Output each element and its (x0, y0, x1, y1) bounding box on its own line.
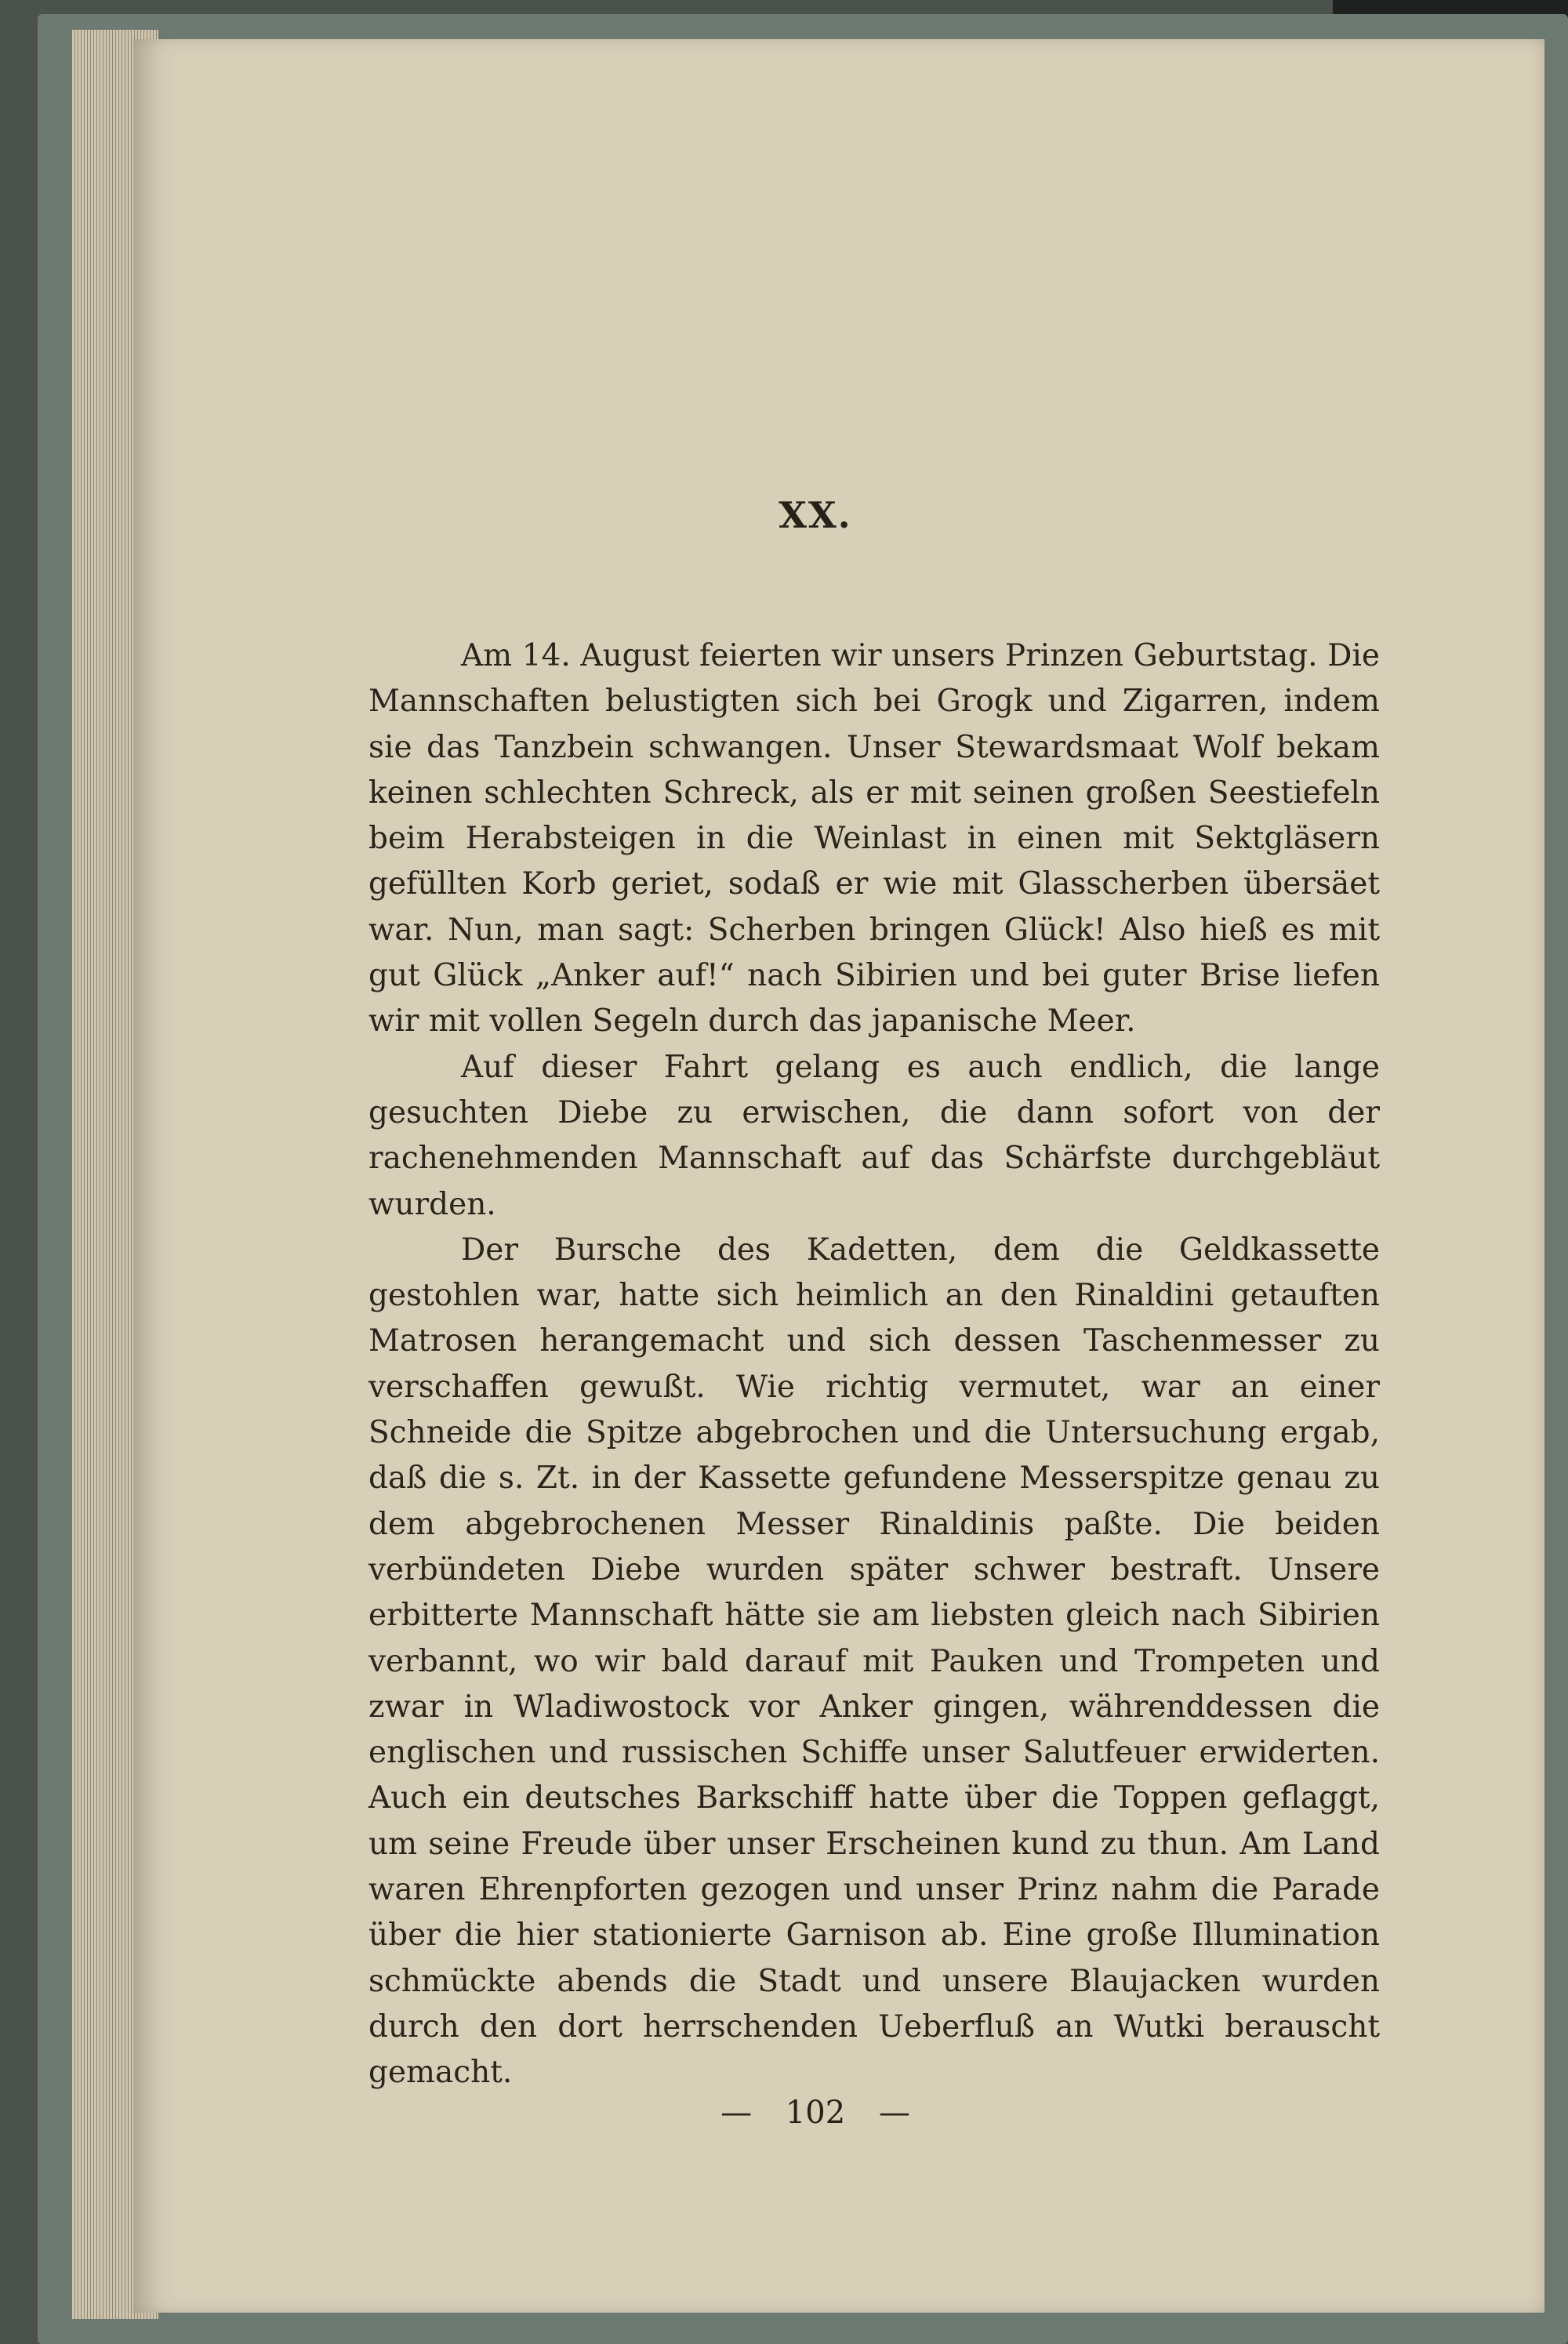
page-number: 102 (785, 2095, 846, 2131)
page-footer (133, 2095, 1497, 2131)
paragraph-2: Auf dieser Fahrt gelang es auch endlich, die lange gesuchten Diebe zu erwischen, die dann sofort von der rachenehmenden Mannschaft auf das Schärfste durchgebläut wurden. (368, 1049, 1380, 1222)
body-text (368, 633, 1380, 2096)
paragraph-3: Der Bursche des Kadetten, dem die Geldkassette gestohlen war, hatte sich heimlich an den Rinaldini getauften Matrosen herangemacht und sich dessen Taschenmesser zu verschaffen gewußt. Wie richtig vermutet, war an einer Schneide die Spitze abgebrochen und die Untersuchung ergab, daß die s. Zt. in der Kassette gefundene Messerspitze genau zu dem abgebrochenen Messer Rinaldinis paßte. Die beiden verbündeten Diebe wurden später schwer bestraft. Unsere erbitterte Mannschaft hätte sie am liebsten gleich nach Sibirien verbannt, wo wir bald darauf mit Pauken und Trompeten und zwar in Wladiwostock vor Anker gingen, währenddessen die englischen und russischen Schiffe unser Salutfeuer erwiderten. Auch ein deutsches Barkschiff hatte über die Toppen geflaggt, um seine Freude über unser Erscheinen kund zu thun. Am Land waren Ehrenpforten gezogen und unser Prinz nahm die Parade über die hier stationierte Garnison ab. Eine große Illumination schmückte abends die Stadt und unsere Blaujacken wurden durch den dort herrschenden Ueberfluß an Wutki berauscht gemacht. (368, 1232, 1380, 2091)
chapter-heading: XX. (779, 494, 852, 536)
paragraph-1: Am 14. August feierten wir unsers Prinzen Geburtstag. Die Mannschaften belustigten sich bei Grogk und Zigarren, indem sie das Tanzbein schwangen. Unser Stewardsmaat Wolf bekam keinen schlechten Schreck, als er mit seinen großen Seestiefeln beim Herabsteigen in die Weinlast in einen mit Sektgläsern gefüllten Korb geriet, sodaß er wie mit Glasscherben übersäet war. Nun, man sagt: Scherben bringen Glück! Also hieß es mit gut Glück „Anker auf!“ nach Sibirien und bei guter Brise liefen wir mit vollen Segeln durch das japanische Meer. (368, 638, 1380, 1040)
footer-dash-left: — (720, 2095, 753, 2131)
footer-dash-right: — (878, 2095, 910, 2131)
